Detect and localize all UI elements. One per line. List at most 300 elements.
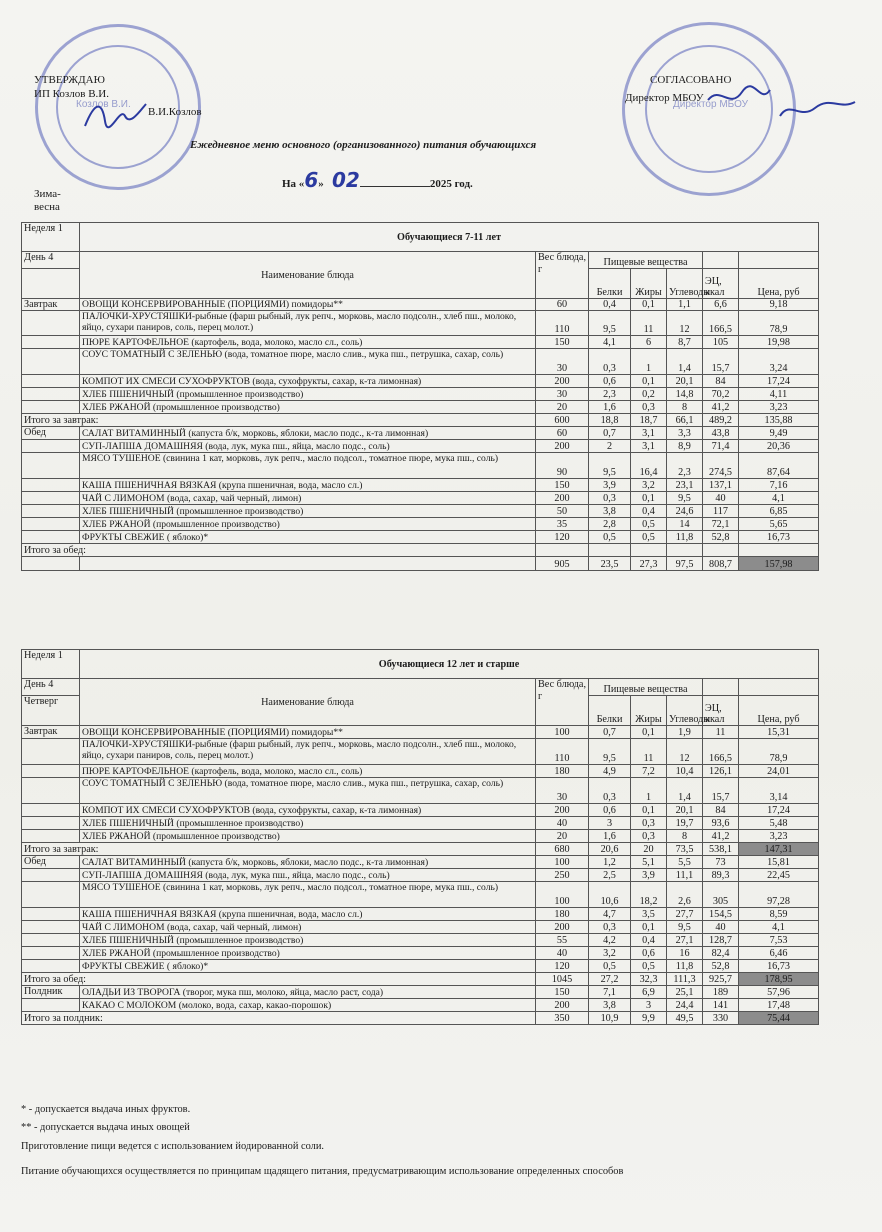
menu-item-row	[22, 778, 819, 804]
table-week-row	[22, 223, 819, 252]
value-w: 30	[536, 388, 589, 401]
value-f: 16,4	[631, 453, 667, 479]
menu-item-row	[22, 427, 819, 440]
value-c: 20,1	[667, 804, 703, 817]
col-price-top	[739, 679, 819, 696]
empty-cell	[589, 544, 631, 557]
value-w: 60	[536, 299, 589, 311]
total-e: 538,1	[703, 843, 739, 856]
value-f: 0,3	[631, 817, 667, 830]
value-p: 4,9	[589, 765, 631, 778]
week-label: Неделя 1	[22, 650, 80, 679]
value-r: 7,53	[739, 934, 819, 947]
value-p: 0,3	[589, 778, 631, 804]
dish-name: ХЛЕБ РЖАНОЙ (промышленное производство)	[80, 947, 536, 960]
value-p: 2,8	[589, 518, 631, 531]
value-r: 3,24	[739, 349, 819, 375]
footnote-vegetables: ** - допускается выдача иных овощей	[21, 1122, 190, 1133]
empty-cell	[703, 544, 739, 557]
day-label: День 4	[22, 252, 80, 269]
value-c: 8,9	[667, 440, 703, 453]
meal-type	[22, 778, 80, 804]
dish-name: ХЛЕБ ПШЕНИЧНЫЙ (промышленное производство)	[80, 505, 536, 518]
value-e: 93,6	[703, 817, 739, 830]
dish-name: КАКАО С МОЛОКОМ (молоко, вода, сахар, какао-порошок)	[80, 999, 536, 1012]
value-c: 25,1	[667, 986, 703, 999]
value-r: 78,9	[739, 739, 819, 765]
value-w: 200	[536, 440, 589, 453]
meal-type: Завтрак	[22, 299, 80, 311]
value-p: 3,8	[589, 999, 631, 1012]
menu-item-row	[22, 336, 819, 349]
value-e: 70,2	[703, 388, 739, 401]
menu-item-row	[22, 882, 819, 908]
value-f: 0,1	[631, 921, 667, 934]
empty-cell	[22, 557, 80, 571]
col-energy: ЭЦ, ккал	[703, 696, 739, 726]
meal-type	[22, 921, 80, 934]
value-r: 78,9	[739, 311, 819, 336]
menu-item-row	[22, 375, 819, 388]
value-p: 7,1	[589, 986, 631, 999]
value-c: 27,7	[667, 908, 703, 921]
value-e: 6,6	[703, 299, 739, 311]
value-c: 20,1	[667, 375, 703, 388]
value-e: 52,8	[703, 960, 739, 973]
value-e: 84	[703, 375, 739, 388]
total-f: 18,7	[631, 414, 667, 427]
value-p: 2,5	[589, 869, 631, 882]
total-p: 10,9	[589, 1012, 631, 1025]
meal-type	[22, 869, 80, 882]
value-r: 4,1	[739, 921, 819, 934]
value-w: 20	[536, 401, 589, 414]
meal-type	[22, 388, 80, 401]
value-r: 17,24	[739, 804, 819, 817]
value-w: 150	[536, 336, 589, 349]
value-e: 40	[703, 492, 739, 505]
col-carbs: Углеводы	[667, 696, 703, 726]
total-p: 23,5	[589, 557, 631, 571]
total-label: Итого за обед:	[22, 973, 536, 986]
group-title: Обучающиеся 7-11 лет	[80, 223, 819, 252]
value-e: 137,1	[703, 479, 739, 492]
value-w: 120	[536, 531, 589, 544]
meal-type	[22, 934, 80, 947]
value-f: 11	[631, 311, 667, 336]
value-c: 24,6	[667, 505, 703, 518]
dish-name: ОВОЩИ КОНСЕРВИРОВАННЫЕ (ПОРЦИЯМИ) помидоры**	[80, 726, 536, 739]
value-c: 2,6	[667, 882, 703, 908]
col-dish-name: Наименование блюда	[80, 679, 536, 726]
total-r: 135,88	[739, 414, 819, 427]
value-f: 7,2	[631, 765, 667, 778]
value-r: 9,18	[739, 299, 819, 311]
value-w: 100	[536, 882, 589, 908]
value-r: 9,49	[739, 427, 819, 440]
value-p: 2	[589, 440, 631, 453]
meal-type	[22, 518, 80, 531]
total-c: 111,3	[667, 973, 703, 986]
value-f: 3	[631, 999, 667, 1012]
col-protein: Белки	[589, 696, 631, 726]
dish-name: ХЛЕБ ПШЕНИЧНЫЙ (промышленное производство)	[80, 934, 536, 947]
value-c: 12	[667, 311, 703, 336]
value-p: 9,5	[589, 739, 631, 765]
total-label: Итого за обед:	[22, 544, 536, 557]
value-c: 11,8	[667, 960, 703, 973]
meal-type	[22, 830, 80, 843]
col-fat: Жиры	[631, 269, 667, 299]
menu-item-row	[22, 349, 819, 375]
dish-name: ХЛЕБ ПШЕНИЧНЫЙ (промышленное производство)	[80, 388, 536, 401]
value-c: 10,4	[667, 765, 703, 778]
total-f: 27,3	[631, 557, 667, 571]
value-p: 4,1	[589, 336, 631, 349]
meal-type	[22, 960, 80, 973]
value-f: 0,1	[631, 375, 667, 388]
total-label: Итого за завтрак:	[22, 414, 536, 427]
total-lunch-label-row	[22, 544, 819, 557]
value-p: 3,8	[589, 505, 631, 518]
value-c: 1,4	[667, 349, 703, 375]
approve-left-org: ИП Козлов В.И.	[34, 88, 109, 100]
total-e: 489,2	[703, 414, 739, 427]
date-line	[282, 168, 473, 192]
dish-name: ОЛАДЬИ ИЗ ТВОРОГА (творог, мука пш, молоко, яйца, масло раст, сода)	[80, 986, 536, 999]
value-c: 2,3	[667, 453, 703, 479]
value-p: 3,2	[589, 947, 631, 960]
value-c: 11,1	[667, 869, 703, 882]
value-p: 10,6	[589, 882, 631, 908]
total-row	[22, 973, 819, 986]
value-r: 15,31	[739, 726, 819, 739]
value-r: 17,24	[739, 375, 819, 388]
value-e: 128,7	[703, 934, 739, 947]
menu-item-row	[22, 726, 819, 739]
value-p: 4,7	[589, 908, 631, 921]
value-w: 180	[536, 908, 589, 921]
total-f: 20	[631, 843, 667, 856]
total-e: 330	[703, 1012, 739, 1025]
menu-item-row	[22, 921, 819, 934]
total-r: 157,98	[739, 557, 819, 571]
value-w: 200	[536, 921, 589, 934]
value-w: 200	[536, 375, 589, 388]
meal-type	[22, 453, 80, 479]
total-e: 925,7	[703, 973, 739, 986]
menu-item-row	[22, 817, 819, 830]
dish-name: ЧАЙ С ЛИМОНОМ (вода, сахар, чай черный, лимон)	[80, 921, 536, 934]
value-r: 22,45	[739, 869, 819, 882]
value-f: 1	[631, 778, 667, 804]
menu-table-7-11	[21, 222, 819, 571]
total-w: 600	[536, 414, 589, 427]
dish-name: ХЛЕБ ПШЕНИЧНЫЙ (промышленное производство)	[80, 817, 536, 830]
value-e: 15,7	[703, 349, 739, 375]
date-mid: »	[318, 178, 324, 190]
value-e: 72,1	[703, 518, 739, 531]
menu-item-row	[22, 505, 819, 518]
dish-name: ПАЛОЧКИ-ХРУСТЯШКИ-рыбные (фарш рыбный, лук репч., морковь, масло подсолн., хлеб пш., молоко, яйцо, сухари паниров, соль, перец молот.)	[80, 739, 536, 765]
menu-item-row	[22, 739, 819, 765]
value-c: 27,1	[667, 934, 703, 947]
value-w: 110	[536, 311, 589, 336]
week-label: Неделя 1	[22, 223, 80, 252]
dish-name: САЛАТ ВИТАМИННЫЙ (капуста б/к, морковь, яблоки, масло подс., к-та лимонная)	[80, 856, 536, 869]
value-w: 50	[536, 505, 589, 518]
col-weight: Вес блюда, г	[536, 679, 589, 726]
total-w: 905	[536, 557, 589, 571]
meal-type	[22, 401, 80, 414]
total-r: 75,44	[739, 1012, 819, 1025]
value-w: 90	[536, 453, 589, 479]
total-p: 20,6	[589, 843, 631, 856]
value-c: 14,8	[667, 388, 703, 401]
value-r: 17,48	[739, 999, 819, 1012]
col-dish-name: Наименование блюда	[80, 252, 536, 299]
meal-type	[22, 947, 80, 960]
meal-type: Полдник	[22, 986, 80, 999]
dish-name: ПЮРЕ КАРТОФЕЛЬНОЕ (картофель, вода, молоко, масло сл., соль)	[80, 765, 536, 778]
value-f: 0,1	[631, 726, 667, 739]
col-price: Цена, руб	[739, 269, 819, 299]
menu-item-row	[22, 856, 819, 869]
value-w: 30	[536, 778, 589, 804]
dish-name: ЧАЙ С ЛИМОНОМ (вода, сахар, чай черный, лимон)	[80, 492, 536, 505]
value-w: 250	[536, 869, 589, 882]
meal-type	[22, 336, 80, 349]
value-c: 24,4	[667, 999, 703, 1012]
value-p: 0,3	[589, 492, 631, 505]
value-c: 23,1	[667, 479, 703, 492]
value-p: 0,6	[589, 804, 631, 817]
menu-item-row	[22, 830, 819, 843]
empty-cell	[739, 544, 819, 557]
value-e: 40	[703, 921, 739, 934]
value-e: 82,4	[703, 947, 739, 960]
value-f: 3,1	[631, 440, 667, 453]
dish-name: КОМПОТ ИХ СМЕСИ СУХОФРУКТОВ (вода, сухофрукты, сахар, к-та лимонная)	[80, 375, 536, 388]
dish-name: ХЛЕБ РЖАНОЙ (промышленное производство)	[80, 830, 536, 843]
value-w: 180	[536, 765, 589, 778]
value-f: 0,5	[631, 531, 667, 544]
value-f: 3,1	[631, 427, 667, 440]
value-f: 0,1	[631, 804, 667, 817]
total-w: 680	[536, 843, 589, 856]
value-r: 16,73	[739, 960, 819, 973]
menu-item-row	[22, 869, 819, 882]
dish-name: СУП-ЛАПША ДОМАШНЯЯ (вода, лук, мука пш., яйца, масло подс., соль)	[80, 869, 536, 882]
value-e: 73	[703, 856, 739, 869]
menu-item-row	[22, 388, 819, 401]
value-p: 4,2	[589, 934, 631, 947]
meal-type	[22, 882, 80, 908]
value-w: 110	[536, 739, 589, 765]
menu-item-row	[22, 479, 819, 492]
value-c: 14	[667, 518, 703, 531]
total-row	[22, 843, 819, 856]
value-w: 30	[536, 349, 589, 375]
season-label: Зима-весна	[34, 188, 61, 213]
value-e: 154,5	[703, 908, 739, 921]
value-e: 15,7	[703, 778, 739, 804]
value-c: 8	[667, 401, 703, 414]
value-f: 0,5	[631, 960, 667, 973]
value-e: 105	[703, 336, 739, 349]
day-name: Четверг	[22, 696, 80, 726]
value-e: 84	[703, 804, 739, 817]
value-r: 19,98	[739, 336, 819, 349]
value-w: 200	[536, 999, 589, 1012]
value-r: 3,14	[739, 778, 819, 804]
value-r: 5,65	[739, 518, 819, 531]
value-f: 0,5	[631, 518, 667, 531]
value-p: 0,3	[589, 349, 631, 375]
col-nutrients: Пищевые вещества	[589, 679, 703, 696]
value-r: 6,85	[739, 505, 819, 518]
value-w: 20	[536, 830, 589, 843]
meal-type	[22, 505, 80, 518]
value-w: 150	[536, 479, 589, 492]
dish-name: ФРУКТЫ СВЕЖИЕ ( яблоко)*	[80, 960, 536, 973]
total-c: 66,1	[667, 414, 703, 427]
menu-item-row	[22, 440, 819, 453]
total-row	[22, 1012, 819, 1025]
value-e: 41,2	[703, 401, 739, 414]
value-f: 3,5	[631, 908, 667, 921]
value-e: 71,4	[703, 440, 739, 453]
table-header-row-1	[22, 679, 819, 696]
value-f: 0,2	[631, 388, 667, 401]
meal-type: Обед	[22, 856, 80, 869]
value-e: 126,1	[703, 765, 739, 778]
total-c: 97,5	[667, 557, 703, 571]
value-p: 1,6	[589, 401, 631, 414]
value-p: 0,3	[589, 921, 631, 934]
table-header-row-1	[22, 252, 819, 269]
value-c: 16	[667, 947, 703, 960]
menu-item-row	[22, 531, 819, 544]
menu-item-row	[22, 908, 819, 921]
col-protein: Белки	[589, 269, 631, 299]
value-w: 100	[536, 856, 589, 869]
value-f: 3,9	[631, 869, 667, 882]
menu-item-row	[22, 804, 819, 817]
approve-left-name: В.И.Козлов	[148, 106, 202, 118]
meal-type	[22, 765, 80, 778]
col-energy-top	[703, 679, 739, 696]
value-c: 19,7	[667, 817, 703, 830]
col-fat: Жиры	[631, 696, 667, 726]
date-prefix: На «	[282, 178, 305, 190]
value-w: 120	[536, 960, 589, 973]
value-f: 6,9	[631, 986, 667, 999]
meal-type	[22, 999, 80, 1012]
value-p: 1,2	[589, 856, 631, 869]
table-week-row	[22, 650, 819, 679]
value-c: 9,5	[667, 492, 703, 505]
value-p: 9,5	[589, 311, 631, 336]
value-p: 0,5	[589, 531, 631, 544]
col-carbs: Углеводы	[667, 269, 703, 299]
value-c: 3,3	[667, 427, 703, 440]
date-underline	[360, 186, 430, 187]
value-r: 6,46	[739, 947, 819, 960]
value-e: 274,5	[703, 453, 739, 479]
value-e: 89,3	[703, 869, 739, 882]
date-year: 2025 год.	[429, 178, 473, 190]
value-r: 7,16	[739, 479, 819, 492]
value-f: 0,1	[631, 299, 667, 311]
empty-cell	[667, 544, 703, 557]
right-signature-icon	[700, 80, 860, 130]
dish-name: ПЮРЕ КАРТОФЕЛЬНОЕ (картофель, вода, молоко, масло сл., соль)	[80, 336, 536, 349]
col-energy-top	[703, 252, 739, 269]
value-f: 6	[631, 336, 667, 349]
menu-item-row	[22, 947, 819, 960]
value-f: 5,1	[631, 856, 667, 869]
meal-type	[22, 804, 80, 817]
value-r: 87,64	[739, 453, 819, 479]
left-seal-text: Козлов В.И.	[76, 99, 131, 110]
value-c: 11,8	[667, 531, 703, 544]
value-f: 0,3	[631, 830, 667, 843]
value-e: 166,5	[703, 739, 739, 765]
value-f: 1	[631, 349, 667, 375]
value-w: 200	[536, 492, 589, 505]
value-c: 5,5	[667, 856, 703, 869]
menu-item-row	[22, 986, 819, 999]
dish-name: МЯСО ТУШЕНОЕ (свинина 1 кат, морковь, лук репч., масло подсол., томатное пюре, мука пш., соль)	[80, 453, 536, 479]
dish-name: СОУС ТОМАТНЫЙ С ЗЕЛЕНЬЮ (вода, томатное пюре, масло слив., мука пш., петрушка, сахар, соль)	[80, 349, 536, 375]
value-f: 18,2	[631, 882, 667, 908]
menu-item-row	[22, 934, 819, 947]
value-p: 2,3	[589, 388, 631, 401]
dish-name: ФРУКТЫ СВЕЖИЕ ( яблоко)*	[80, 531, 536, 544]
dish-name: КАША ПШЕНИЧНАЯ ВЯЗКАЯ (крупа пшеничная, вода, масло сл.)	[80, 479, 536, 492]
value-c: 1,9	[667, 726, 703, 739]
empty-cell	[631, 544, 667, 557]
menu-item-row	[22, 299, 819, 311]
value-p: 0,7	[589, 427, 631, 440]
total-row	[22, 414, 819, 427]
total-f: 32,3	[631, 973, 667, 986]
right-seal-text: Директор МБОУ	[673, 99, 749, 110]
col-price-top	[739, 252, 819, 269]
meal-type	[22, 908, 80, 921]
meal-type	[22, 531, 80, 544]
value-r: 8,59	[739, 908, 819, 921]
menu-item-row	[22, 765, 819, 778]
date-month: 02	[331, 168, 360, 192]
value-w: 100	[536, 726, 589, 739]
value-c: 12	[667, 739, 703, 765]
value-e: 141	[703, 999, 739, 1012]
value-p: 0,7	[589, 726, 631, 739]
dish-name: КАША ПШЕНИЧНАЯ ВЯЗКАЯ (крупа пшеничная, вода, масло сл.)	[80, 908, 536, 921]
value-p: 0,4	[589, 299, 631, 311]
total-label: Итого за завтрак:	[22, 843, 536, 856]
value-w: 40	[536, 947, 589, 960]
total-w: 1045	[536, 973, 589, 986]
menu-item-row	[22, 453, 819, 479]
meal-type	[22, 440, 80, 453]
footnote-iodized-salt: Приготовление пищи ведется с использованием йодированной соли.	[21, 1141, 324, 1152]
total-row	[22, 557, 819, 571]
value-p: 9,5	[589, 453, 631, 479]
dish-name: СУП-ЛАПША ДОМАШНЯЯ (вода, лук, мука пш., яйца, масло подс., соль)	[80, 440, 536, 453]
